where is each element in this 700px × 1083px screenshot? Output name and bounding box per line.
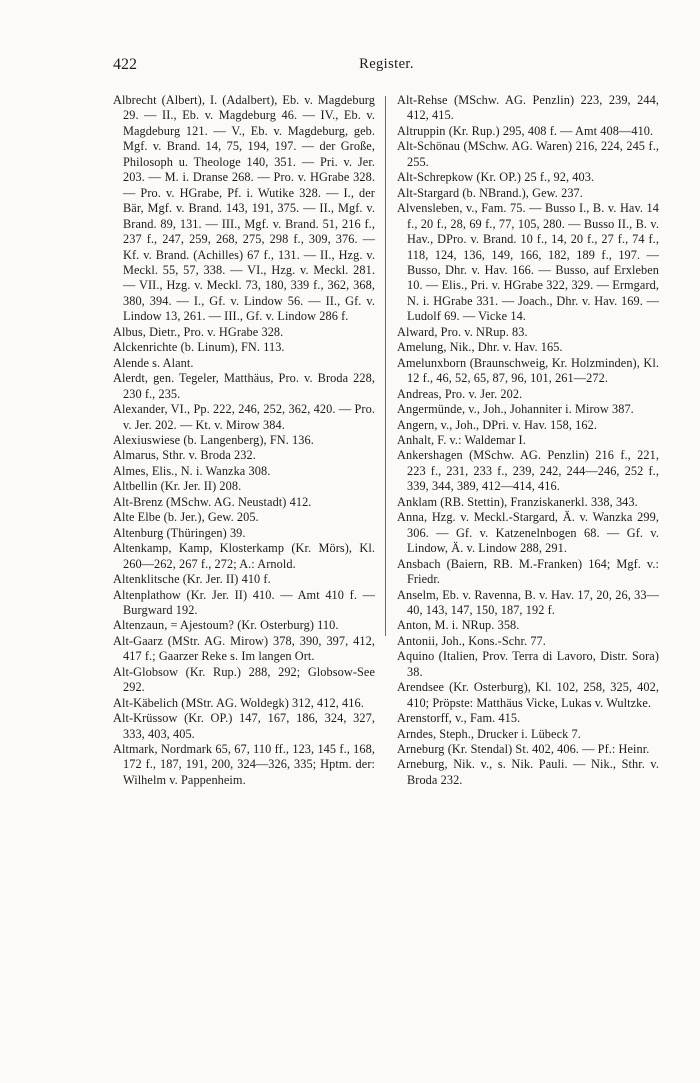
index-entry: Alexander, VI., Pp. 222, 246, 252, 362, 420. — Pro. v. Jer. 202. — Kt. v. Mirow 384.: [113, 402, 375, 432]
index-entry: Alt-Schönau (MSchw. AG. Waren) 216, 224, 245 f., 255.: [397, 139, 659, 169]
index-entry: Arendsee (Kr. Osterburg), Kl. 102, 258, 325, 402, 410; Pröpste: Matthäus Vicke, Lukas v. Wultzke.: [397, 680, 659, 710]
index-entry: Altbellin (Kr. Jer. II) 208.: [113, 479, 242, 494]
index-entry: Arenstorff, v., Fam. 415.: [397, 711, 521, 726]
index-entry: Altenplathow (Kr. Jer. II) 410. — Amt 410 f. — Burgward 192.: [113, 587, 375, 617]
index-entry: Alt-Krüssow (Kr. OP.) 147, 167, 186, 324, 327, 333, 403, 405.: [113, 711, 375, 741]
index-entry: Altenburg (Thüringen) 39.: [113, 525, 246, 540]
index-entry: Alt-Rehse (MSchw. AG. Penzlin) 223, 239, 244, 412, 415.: [397, 93, 659, 123]
index-column-left: [113, 93, 375, 788]
index-entry: Alt-Stargard (b. NBrand.), Gew. 237.: [397, 185, 583, 200]
index-entry: Alt-Brenz (MSchw. AG. Neustadt) 412.: [113, 494, 312, 509]
index-entry: Altmark, Nordmark 65, 67, 110 ff., 123, 145 f., 168, 172 f., 187, 191, 200, 324—326, 335; Hptm. der: Wilhelm v. Pappenheim.: [113, 742, 375, 787]
index-entry: Alckenrichte (b. Linum), FN. 113.: [113, 340, 285, 355]
index-entry: Angern, v., Joh., DPri. v. Hav. 158, 162.: [397, 417, 598, 432]
index-entry: Alt-Käbelich (MStr. AG. Woldegk) 312, 412, 416.: [113, 695, 364, 710]
index-entry: Anton, M. i. NRup. 358.: [397, 618, 520, 633]
index-entry: Alt-Schrepkow (Kr. OP.) 25 f., 92, 403.: [397, 170, 595, 185]
index-entry: Andreas, Pro. v. Jer. 202.: [397, 386, 523, 401]
index-entry: Arndes, Steph., Drucker i. Lübeck 7.: [397, 726, 581, 741]
index-entry: Alte Elbe (b. Jer.), Gew. 205.: [113, 510, 259, 525]
running-title: Register.: [359, 56, 414, 72]
page-header: [113, 56, 660, 76]
index-entry: Anklam (RB. Stettin), Franziskanerkl. 338, 343.: [397, 494, 638, 509]
index-entry: Altenzaun, = Ajestoum? (Kr. Osterburg) 110.: [113, 618, 339, 633]
index-entry: Ansbach (Baiern, RB. M.-Franken) 164; Mgf. v.: Friedr.: [397, 556, 659, 587]
index-entry: Albrecht (Albert), I. (Adalbert), Eb. v. Magdeburg 29. — II., Eb. v. Magdeburg 46. — IV., Eb. v. Magdeburg 121. — V., Eb. v. Magdeburg, geb. Mgf. v. Brand. 14, 75, 194, 197. — der Große, Philosoph u. Theologe 140, 351. — Pri. v. Jer. 203. — M. i. Dranse 268. — Pro. v. HGrabe 328. — Pro. v. HGrabe, Pf. i. Wutike 328. — I., der Bär, Mgf. v. Brand. 143, 191, 375. — II., Mgf. v. Brand. 89, 131. — III., Mgf. v. Brand. 51, 216 f., 237 f., 247, 259, 268, 275, 298 f., 309, 376. — Kf. v. Brand. (Achilles) 67 f., 131. — II., Hzg. v. Meckl. 55, 57, 338. — VI., Hzg. v. Meckl. 281. — VII., Hzg. v. Meckl. 73, 180, 339 f., 362, 368, 380, 394. — I., Gf. v. Lindow 56. — II., Gf. v. Lindow 13, 261. — III., Gf. v. Lindow 286 f.: [113, 93, 375, 324]
index-entry: Ankershagen (MSchw. AG. Penzlin) 216 f., 221, 223 f., 231, 233 f., 239, 242, 244—246, 252 f., 339, 344, 389, 412—414, 416.: [397, 448, 659, 494]
index-entry: Arneburg (Kr. Stendal) St. 402, 406. — Pf.: Heinr.: [397, 742, 650, 757]
index-entry: Anselm, Eb. v. Ravenna, B. v. Hav. 17, 20, 26, 33—40, 143, 147, 150, 187, 192 f.: [397, 587, 659, 617]
index-entry: Aquino (Italien, Prov. Terra di Lavoro, Distr. Sora) 38.: [397, 649, 659, 679]
index-entry: Arneburg, Nik. v., s. Nik. Pauli. — Nik., Sthr. v. Broda 232.: [397, 757, 659, 787]
index-entry: Alende s. Alant.: [113, 355, 194, 370]
index-entry: Anna, Hzg. v. Meckl.-Stargard, Ä. v. Wanzka 299, 306. — Gf. v. Katzenelnbogen 68. — Gf. v. Lindow, Ä. v. Lindow 288, 291.: [397, 510, 659, 556]
index-entry: Altruppin (Kr. Rup.) 295, 408 f. — Amt 408—410.: [397, 123, 654, 138]
index-entry: Albus, Dietr., Pro. v. HGrabe 328.: [113, 324, 284, 339]
index-entry: Alt-Gaarz (MStr. AG. Mirow) 378, 390, 397, 412, 417 f.; Gaarzer Reke s. Im langen Ort.: [113, 633, 375, 664]
index-entry: Almarus, Sthr. v. Broda 232.: [113, 448, 256, 463]
index-entry: Angermünde, v., Joh., Johanniter i. Mirow 387.: [397, 402, 634, 417]
index-column-right: [397, 93, 659, 788]
index-entry: Alexiuswiese (b. Langenberg), FN. 136.: [113, 432, 314, 447]
index-entry: Alvensleben, v., Fam. 75. — Busso I., B. v. Hav. 14 f., 20 f., 28, 69 f., 77, 105, 280. — Busso II., B. v. Hav., DPro. v. Brand. 10 f., 14, 20 f., 27 f., 74 f., 118, 124, 136, 149, 166, 182, 189 f., 197. — Busso, Dhr. v. Hav. 166. — Busso, auf Erxleben 10. — Elis., Pri. v. HGrabe 322, 329. — Ermgard, N. i. HGrabe 331. — Joach., Dhr. v. Hav. 169. — Ludolf 69. — Vicke 14.: [397, 201, 659, 324]
index-entry: Altenklitsche (Kr. Jer. II) 410 f.: [113, 572, 271, 587]
index-entry: Alt-Globsow (Kr. Rup.) 288, 292; Globsow-See 292.: [113, 664, 375, 695]
index-entry: Amelung, Nik., Dhr. v. Hav. 165.: [397, 340, 563, 355]
page-number: 422: [113, 56, 137, 73]
index-entry: Almes, Elis., N. i. Wanzka 308.: [113, 463, 271, 478]
index-entry: Alerdt, gen. Tegeler, Matthäus, Pro. v. Broda 228, 230 f., 235.: [113, 371, 375, 401]
index-entry: Anhalt, F. v.: Waldemar I.: [397, 432, 526, 447]
index-entry: Alward, Pro. v. NRup. 83.: [397, 324, 528, 339]
index-entry: Antonii, Joh., Kons.-Schr. 77.: [397, 633, 546, 648]
index-entry: Altenkamp, Kamp, Klosterkamp (Kr. Mörs), Kl. 260—262, 267 f., 272; A.: Arnold.: [113, 541, 375, 571]
index-entry: Amelunxborn (Braunschweig, Kr. Holzminden), Kl. 12 f., 46, 52, 65, 87, 96, 101, 261—272.: [397, 355, 659, 386]
column-divider: [385, 96, 386, 636]
